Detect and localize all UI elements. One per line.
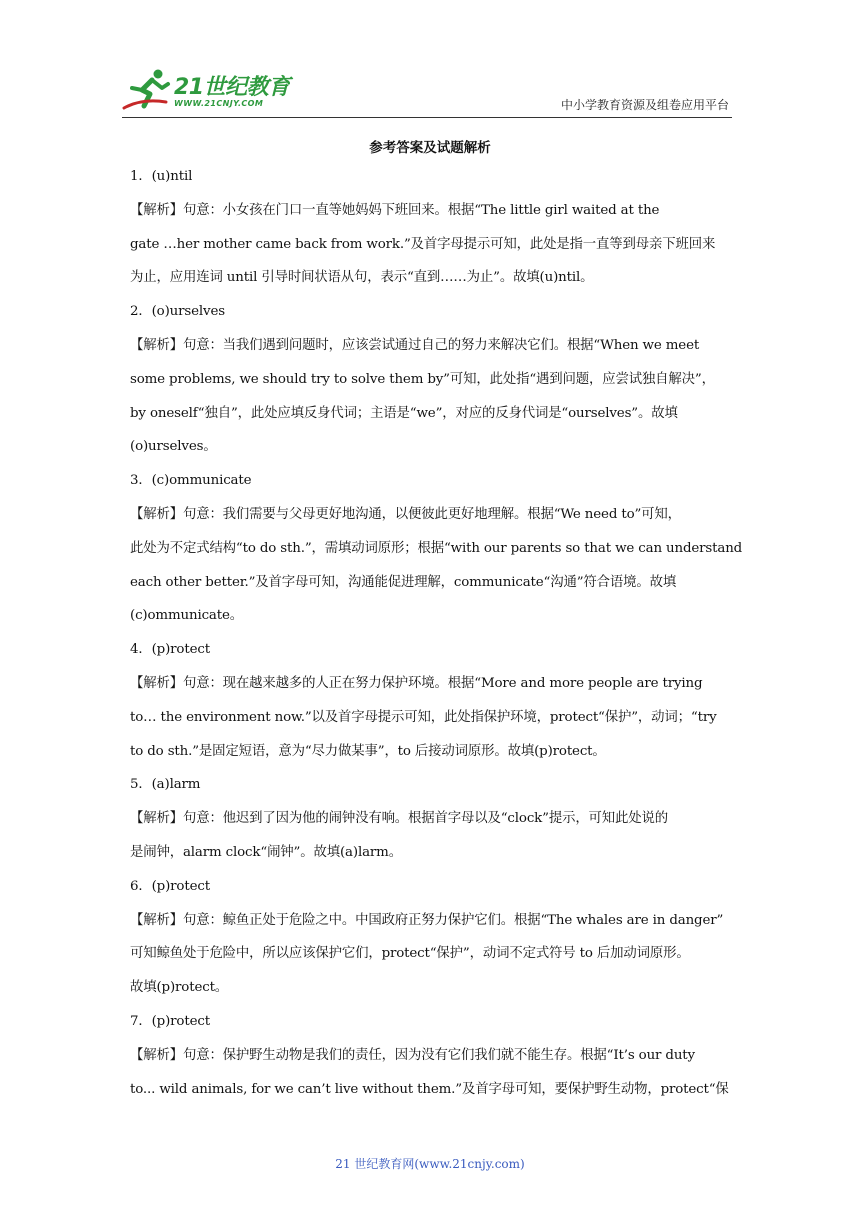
text-line: 7．(p)rotect <box>130 1013 210 1029</box>
text-line: 1．(u)ntil <box>130 169 193 184</box>
text-line: 【解析】句意：小女孩在门口一直等她妈妈下班回来。根据“The little girl waited at the <box>130 202 660 218</box>
logo-text: 21世纪教育 <box>174 75 290 100</box>
text-line: 可知鲸鱼处于危险中，所以应该保护它们，protect“保护”，动词不定式符号 to 后加动词原形。 <box>130 946 690 962</box>
logo-url: WWW.21CNJY.COM <box>174 99 264 108</box>
text-line: 2．(o)urselves <box>130 304 225 320</box>
text-line: 【解析】句意：保护野生动物是我们的责任，因为没有它们我们就不能生存。根据“It’s our duty <box>130 1047 695 1063</box>
text-line: 4．(p)rotect <box>130 642 210 658</box>
text-line: 6．(p)rotect <box>130 878 210 894</box>
page-title: 参考答案及试题解析 <box>369 140 491 156</box>
answer-content <box>130 160 743 1106</box>
text-line: gate …her mother came back from work.”及首字母提示可知，此处是指一直等到母亲下班回来 <box>130 236 716 252</box>
platform-name: 中小学教育资源及组卷应用平台 <box>560 98 729 112</box>
text-line: 【解析】句意：我们需要与父母更好地沟通，以便彼此更好地理解。根据“We need to”可知， <box>130 506 681 522</box>
text-line: (o)urselves。 <box>130 439 217 455</box>
text-line: 为止，应用连词 until 引导时间状语从句，表示“直到……为止”。故填(u)ntil。 <box>130 270 594 286</box>
text-line: 【解析】句意：他迟到了因为他的闹钟没有响。根据首字母以及“clock”提示，可知此处说的 <box>130 811 668 827</box>
text-line: some problems, we should try to solve them by”可知，此处指“遇到问题，应尝试独自解决”， <box>130 371 715 387</box>
text-line: each other better.”及首字母可知，沟通能促进理解，communicate“沟通”符合语境。故填 <box>130 574 677 590</box>
running-figure-icon <box>122 68 174 114</box>
header-divider <box>122 117 732 118</box>
page-footer: 21 世纪教育网(www.21cnjy.com) <box>335 1157 525 1171</box>
text-line: 【解析】句意：现在越来越多的人正在努力保护环境。根据“More and more people are trying <box>130 675 703 691</box>
text-line: 3．(c)ommunicate <box>130 473 252 489</box>
text-line: 【解析】句意：鲸鱼正处于危险之中。中国政府正努力保护它们。根据“The whales are in danger” <box>130 912 724 928</box>
text-line: (c)ommunicate。 <box>130 608 244 624</box>
text-line: to do sth.”是固定短语，意为“尽力做某事”，to 后接动词原形。故填(p)rotect。 <box>130 743 606 759</box>
text-line: 此处为不定式结构“to do sth.”，需填动词原形；根据“with our parents so that we can understand <box>130 540 743 556</box>
site-logo <box>122 68 302 114</box>
text-line: by oneself“独自”，此处应填反身代词；主语是“we”，对应的反身代词是“ourselves”。故填 <box>130 405 678 421</box>
page-header <box>0 0 860 120</box>
text-line: 是闹钟，alarm clock“闹钟”。故填(a)larm。 <box>130 844 402 860</box>
text-line: to... wild animals, for we can’t live without them.”及首字母可知，要保护野生动物，protect“保 <box>130 1081 729 1097</box>
text-line: 【解析】句意：当我们遇到问题时，应该尝试通过自己的努力来解决它们。根据“When we meet <box>130 337 700 353</box>
text-line: 故填(p)rotect。 <box>130 980 229 996</box>
text-line: to… the environment now.”以及首字母提示可知，此处指保护环境，protect“保护”，动词；“try <box>130 709 717 725</box>
text-line: 5．(a)larm <box>130 777 201 793</box>
